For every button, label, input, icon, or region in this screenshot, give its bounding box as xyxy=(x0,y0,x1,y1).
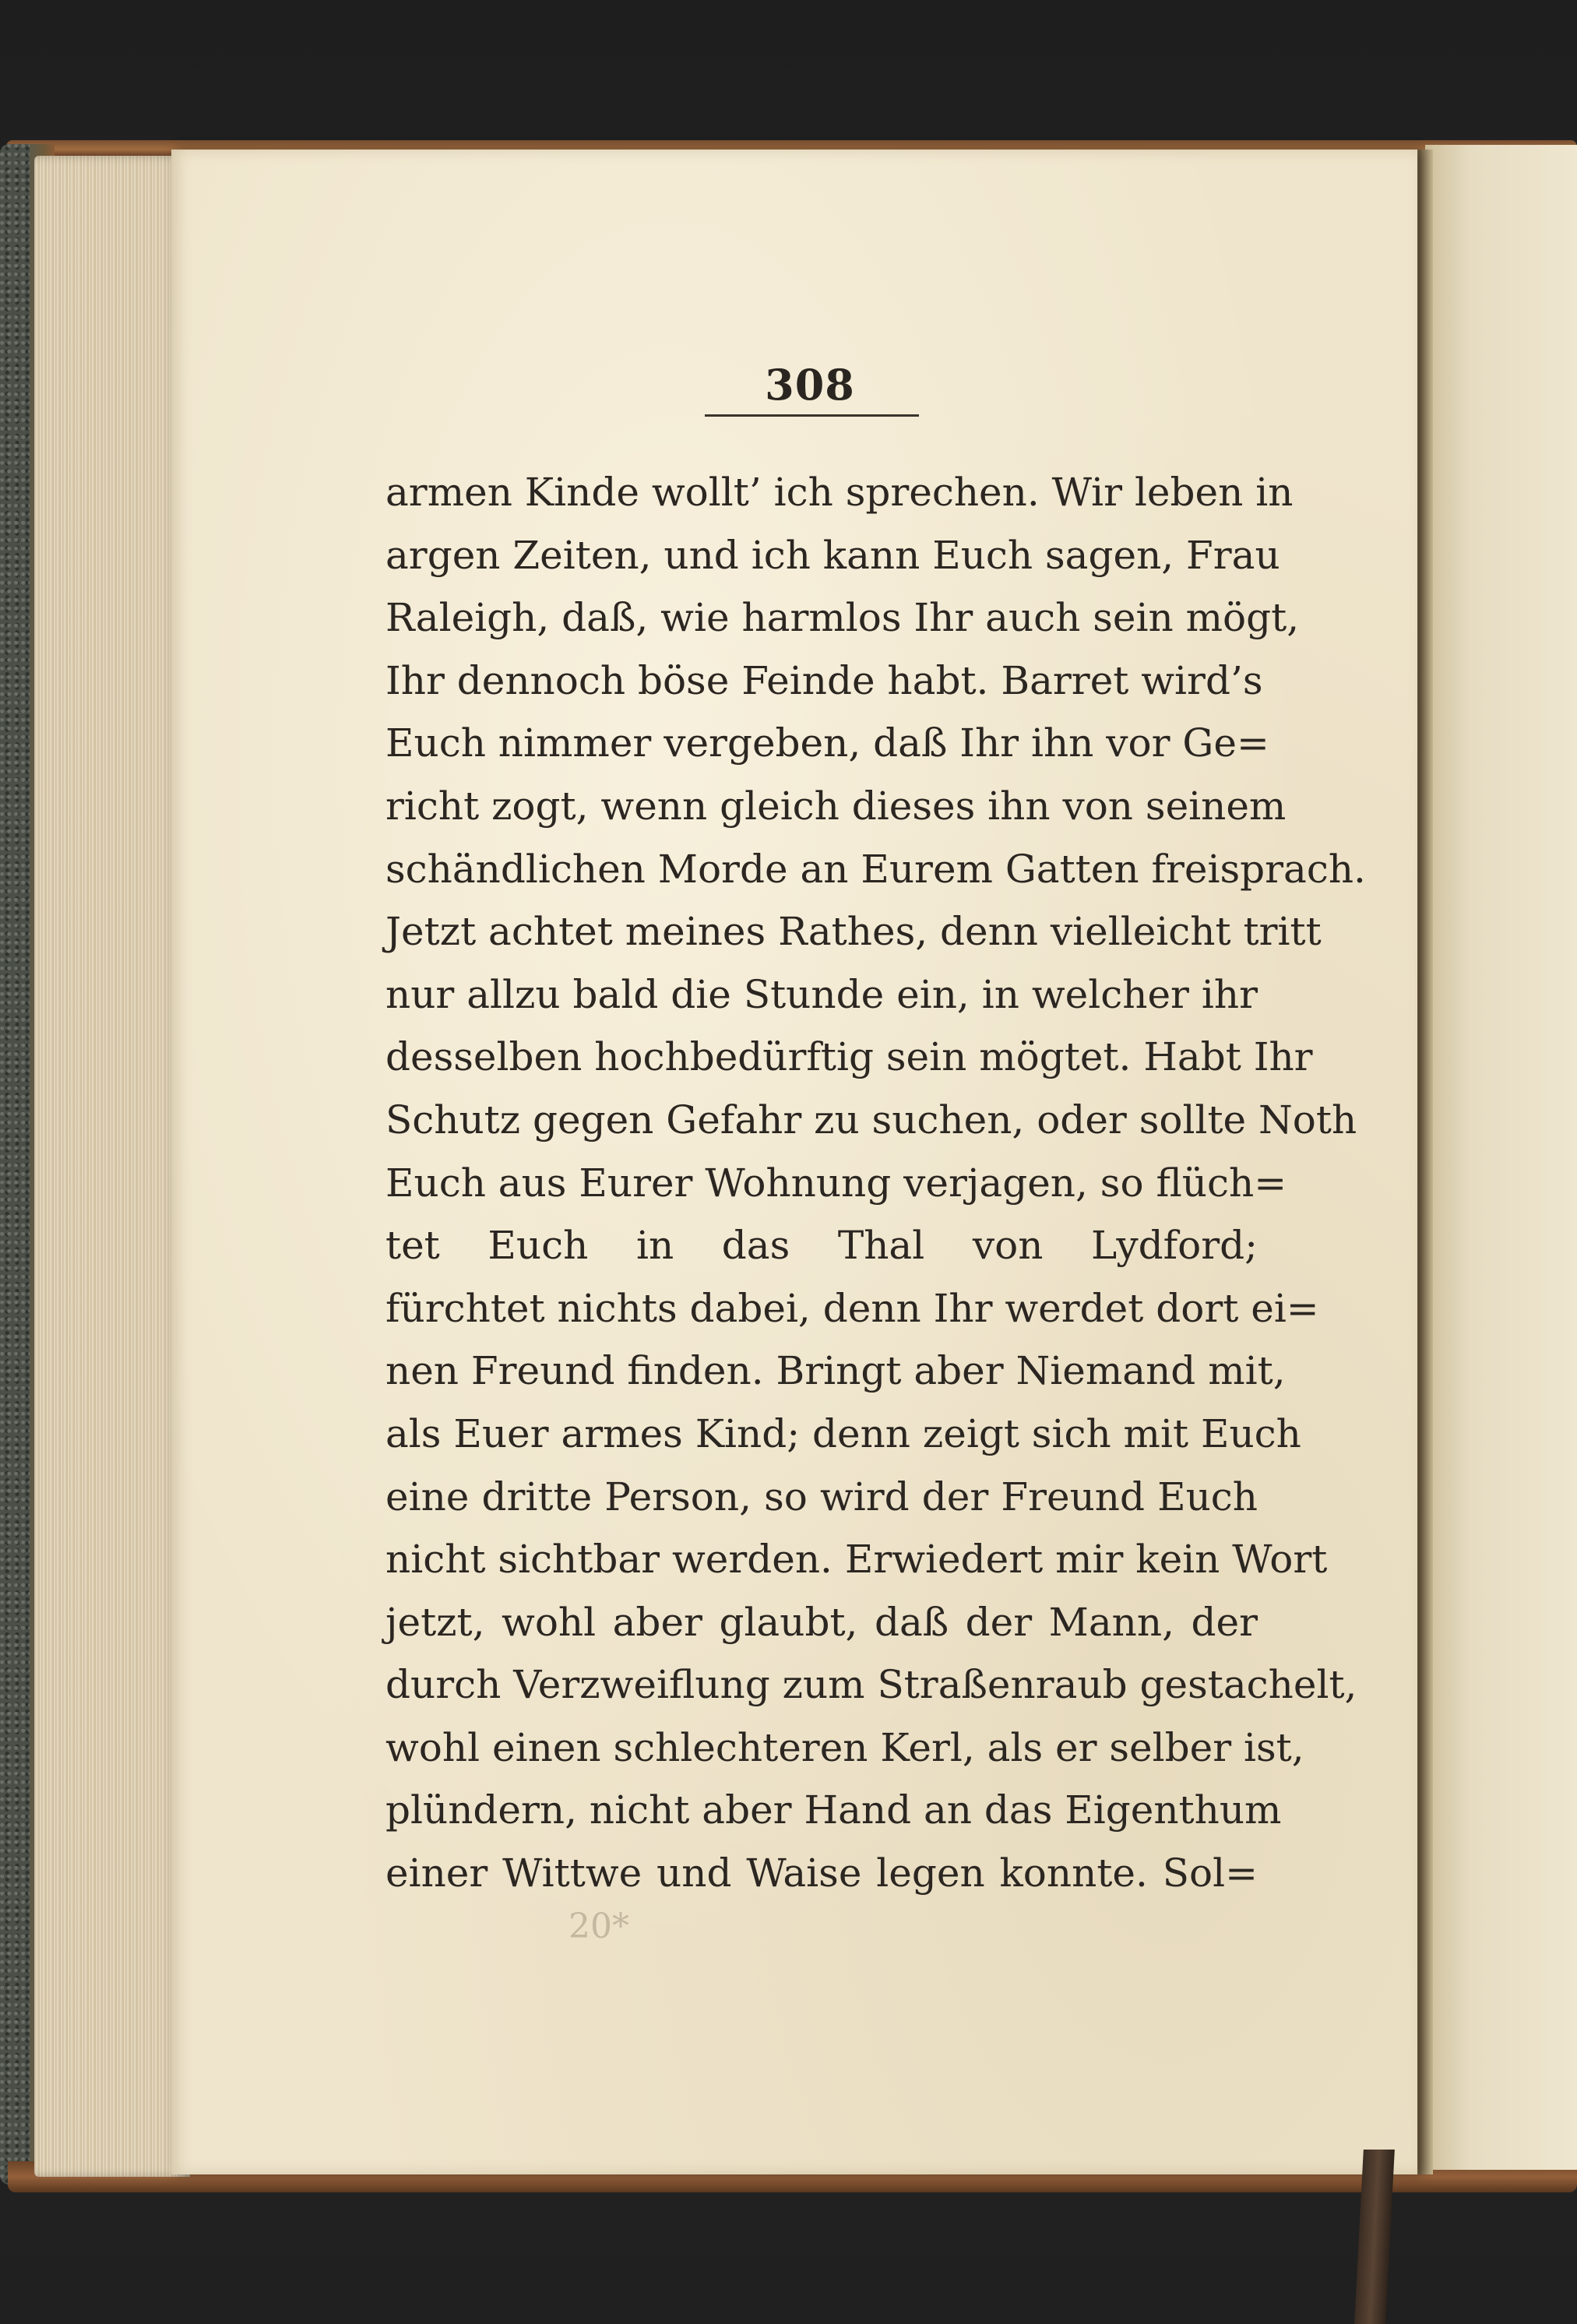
text-line: nur allzu bald die Stunde ein, in welcher ihr xyxy=(385,971,1258,1017)
text-line: richt zogt, wenn gleich dieses ihn von seinem xyxy=(385,783,1287,829)
text-line: tet Euch in das Thal von Lydford; xyxy=(385,1223,1258,1269)
page-text xyxy=(385,461,1366,1905)
text-line: einer Wittwe und Waise legen konnte. Sol= xyxy=(385,1850,1258,1896)
signature-mark: 20* xyxy=(568,1907,629,1946)
text-line: Raleigh, daß, wie harmlos Ihr auch sein mögt, xyxy=(385,595,1300,641)
text-line: als Euer armes Kind; denn zeigt sich mit Euch xyxy=(385,1410,1301,1456)
right-page xyxy=(1425,145,1577,2170)
text-line: argen Zeiten, und ich kann Euch sagen, Frau xyxy=(385,532,1280,578)
text-line: schändlichen Morde an Eurem Gatten freisprach. xyxy=(385,846,1366,892)
text-line: eine dritte Person, so wird der Freund Euch xyxy=(385,1474,1258,1519)
text-line: Jetzt achtet meines Rathes, denn vielleicht tritt xyxy=(385,909,1322,955)
text-line: Schutz gegen Gefahr zu suchen, oder sollte Noth xyxy=(385,1097,1357,1143)
text-line: jetzt, wohl aber glaubt, daß der Mann, der xyxy=(385,1599,1258,1645)
page-number-rule xyxy=(705,414,919,417)
text-line: fürchtet nichts dabei, denn Ihr werdet dort ei= xyxy=(385,1285,1319,1331)
page-number: 308 xyxy=(765,360,855,410)
text-line: Ihr dennoch böse Feinde habt. Barret wird’s xyxy=(385,657,1263,703)
text-line: plündern, nicht aber Hand an das Eigenthum xyxy=(385,1787,1282,1833)
text-line: desselben hochbedürftig sein mögtet. Habt Ihr xyxy=(385,1034,1313,1080)
text-line: nen Freund finden. Bringt aber Niemand mit, xyxy=(385,1348,1286,1394)
page-block-edges xyxy=(34,156,190,2177)
text-line: wohl einen schlechteren Kerl, als er selber ist, xyxy=(385,1724,1304,1770)
text-line: Euch nimmer vergeben, daß Ihr ihn vor Ge= xyxy=(385,720,1269,766)
text-line: durch Verzweiflung zum Straßenraub gestachelt, xyxy=(385,1662,1357,1708)
text-line: nicht sichtbar werden. Erwiedert mir kein Wort xyxy=(385,1537,1328,1583)
text-line: Euch aus Eurer Wohnung verjagen, so flüch= xyxy=(385,1160,1287,1206)
text-line: armen Kinde wollt’ ich sprechen. Wir leben in xyxy=(385,470,1294,515)
